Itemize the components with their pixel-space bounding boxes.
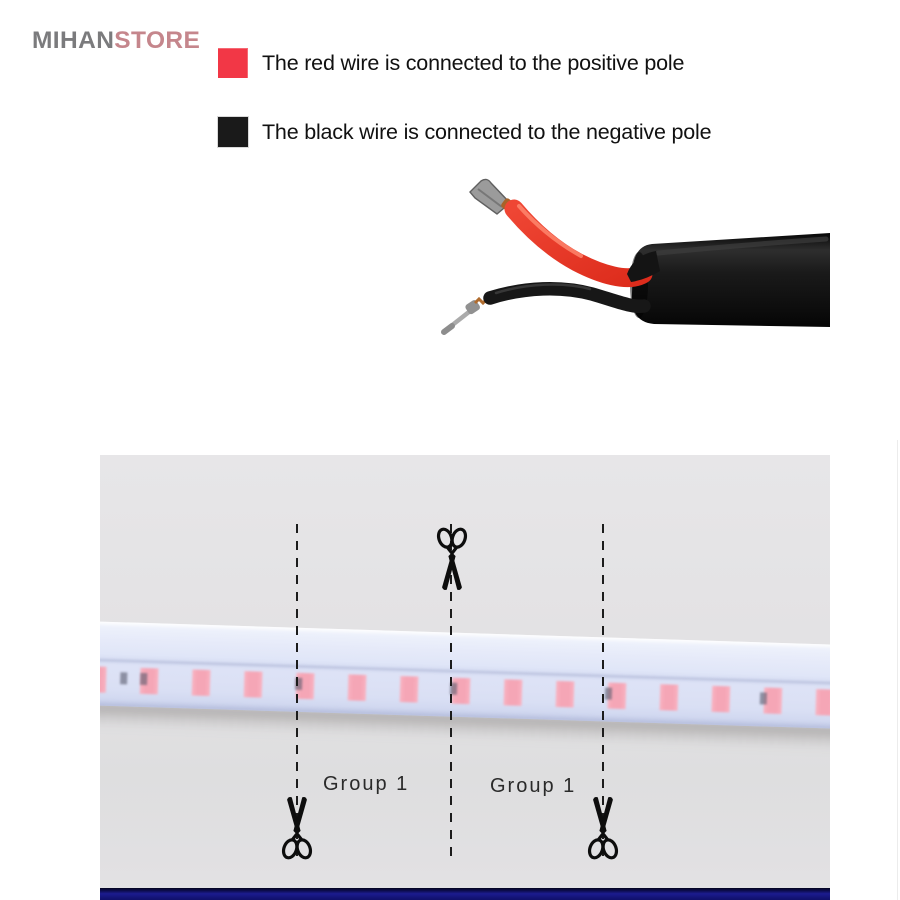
logo-text-gray: MIHAN bbox=[32, 27, 115, 54]
black-wire-label: The black wire is connected to the negative pole bbox=[262, 119, 712, 144]
legend-red-wire bbox=[218, 48, 684, 78]
legend-black-wire bbox=[218, 117, 711, 147]
black-wire bbox=[490, 284, 644, 306]
red-wire bbox=[514, 206, 643, 278]
red-wire-label: The red wire is connected to the positive pole bbox=[262, 50, 685, 75]
page-edge-line bbox=[897, 440, 898, 900]
scissors-icon-bottom-left bbox=[280, 795, 314, 863]
scissors-icon-top bbox=[435, 524, 469, 592]
group-label-1: Group 1 bbox=[323, 773, 410, 795]
cut-guide-photo bbox=[100, 455, 830, 900]
group-label-2: Group 1 bbox=[490, 775, 577, 797]
bottom-accent-bar bbox=[100, 888, 830, 900]
wire-photo bbox=[430, 175, 830, 350]
black-color-swatch bbox=[218, 117, 248, 147]
cable-jacket bbox=[630, 233, 830, 327]
red-color-swatch bbox=[218, 48, 248, 78]
logo-text-rose: STORE bbox=[114, 27, 201, 54]
scissors-icon-bottom-right bbox=[586, 795, 620, 863]
store-logo bbox=[32, 26, 200, 56]
pin-terminal bbox=[444, 299, 481, 332]
